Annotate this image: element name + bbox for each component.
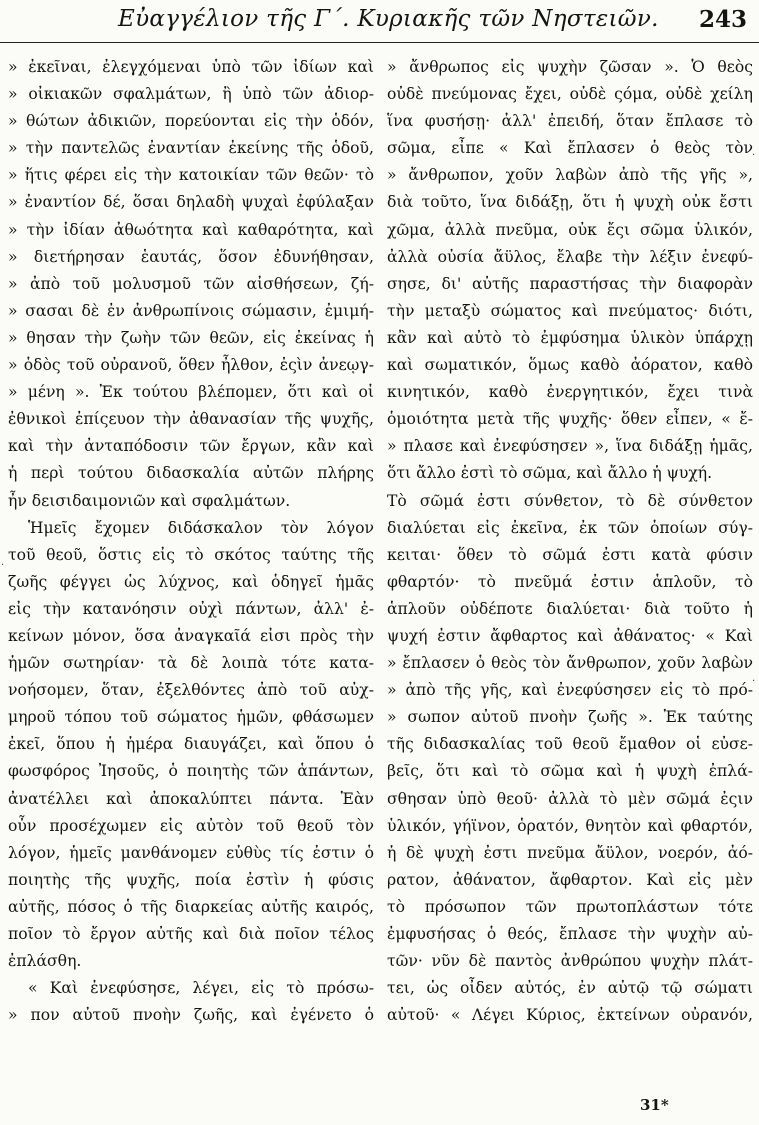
text-line: » ὁδὸς τοῦ οὐρανοῦ, ὅθεν ἦλθον, ἐςὶν ἀνεῳγ- [8, 356, 374, 375]
text-line: καὶ σωματικόν, ὅμως καθὸ ἀόρατον, καθὸ [387, 356, 753, 375]
text-line: φθαρτόν· τὸ πνεῦμά ἐστιν ἁπλοῦν, τὸ [387, 572, 753, 591]
text-line: ἐθνικοὶ ἐπίςευον τὴν ἀθανασίαν τῆς ψυχῆς, [8, 410, 374, 429]
text-line: χῶμα, ἀλλὰ πνεῦμα, οὐκ ἔςι σῶμα ὑλικόν, [387, 220, 753, 239]
text-line: ποῖον τὸ ἔργον αὐτῆς καὶ διὰ ποῖον τέλος [8, 925, 374, 943]
text-line: » διετήρησαν ἑαυτάς, ὅσον ἐδυνήθησαν, [8, 247, 374, 266]
text-line: ζωῆς φέγγει ὡς λύχνος, καὶ ὁδηγεῖ ἡμᾶς [8, 572, 374, 591]
text-line: ἐμφυσήσας ὁ θεός, ἔπλασε τὴν ψυχὴν αὐ- [387, 925, 753, 943]
text-line: » ἐκεῖναι, ἐλεγχόμεναι ὑπὸ τῶν ἰδίων καὶ [8, 58, 374, 76]
text-line: σησε, δι' αὐτῆς παραστήσας τὴν διαφορὰν [387, 274, 753, 293]
text-line: « Καὶ ἐνεφύσησε, λέγει, εἰς τὸ πρόσω- [28, 979, 374, 998]
text-line: ὅτι ἄλλο ἐστὶ τὸ σῶμα, καὶ ἄλλο ἡ ψυχή. [387, 464, 713, 483]
text-line: Ἡμεῖς ἔχομεν διδάσκαλον τὸν λόγον [28, 518, 374, 537]
text-line: » ἔπλασεν ὁ θεὸς τὸν ἄνθρωπον, χοῦν λαβὼν [387, 654, 753, 673]
text-line: κείνων μόνον, ὅσα ἀναγκαῖά εἰσι πρὸς τὴν [8, 626, 374, 645]
printer-signature: 31* [640, 1096, 669, 1114]
text-line: καὶ τὴν ἀνταπόδοσιν τῶν ἔργων, κἂν καὶ [8, 437, 374, 456]
text-line: ἵνα φυσήσῃ· ἀλλ' ἐπειδή, ὅταν ἔπλασε τὸ [387, 112, 753, 131]
text-line: ἦν δεισιδαιμονιῶν καὶ σφαλμάτων. [8, 491, 291, 510]
text-line: » πλασε καὶ ἐνεφύσησεν », ἵνα διδάξῃ ἡμᾶς, [387, 437, 753, 456]
text-line: » τὴν παντελῶς ἐναντίαν ἐκείνης τῆς ὁδοῦ, [8, 139, 374, 158]
text-line: σῶμα, εἶπε « Καὶ ἔπλασεν ὁ θεὸς τὸν [387, 139, 753, 158]
text-line: ἡμῶν σωτηρίαν· τὰ δὲ λοιπὰ τότε κατα- [8, 654, 374, 673]
text-line: τοῦ θεοῦ, ὅστις εἰς τὸ σκότος ταύτης τῆς [8, 545, 374, 564]
text-line: αὐτῆς, πόσος ὁ τῆς διαρκείας αὐτῆς καιρός, [8, 897, 374, 916]
text-line: ρατον, ἀθάνατον, ἄφθαρτον. Καὶ εἰς μὲν [387, 870, 753, 889]
text-line: » σασαι δὲ ἐν ἀνθρωπίνοις σώμασιν, ἐμιμή- [8, 301, 374, 320]
text-line: » θησαν τὴν ζωὴν τῶν θεῶν, εἰς ἐκείνας ἡ [8, 328, 374, 347]
text-line: οὐδὲ πνεύμονας ἔχει, οὐδὲ ςόμα, οὐδὲ χείλη [387, 85, 753, 104]
text-line: » ἄνθρωπος εἰς ψυχὴν ζῶσαν ». Ὁ θεὸς [387, 58, 753, 76]
text-line: λόγον, ἡμεῖς μανθάνομεν εὐθὺς τίς ἐστιν ὁ [8, 843, 374, 862]
text-line: » ἥτις φέρει εἰς τὴν κατοικίαν τῶν θεῶν· τὸ [8, 166, 374, 185]
margin-dot: · [1, 560, 5, 571]
text-line: αὐτοῦ· « Λέγει Κύριος, ἐκτείνων οὐρανόν, [387, 1006, 753, 1025]
text-line: κινητικόν, καθὸ ἐνεργητικόν, ἔχει τινὰ [387, 383, 753, 402]
running-head: Εὐαγγέλιον τῆς Γ΄. Κυριακῆς τῶν Νηστειῶν. [118, 6, 659, 32]
margin-dot: · [752, 676, 756, 687]
text-line: ἐπλάσθη. [8, 952, 82, 971]
text-line: » μένη ». Ἐκ τούτου βλέπομεν, ὅτι καὶ οἱ [8, 383, 374, 402]
text-line: κειται· ὅθεν τὸ σῶμά ἐστι κατὰ φύσιν [387, 545, 753, 564]
text-line: τῶν· νῦν δὲ παντὸς ἀνθρώπου ψυχὴν πλάτ- [387, 952, 753, 971]
left-column [8, 54, 374, 1029]
right-column [387, 54, 756, 1029]
text-line: ποιητὴς τῆς ψυχῆς, ποία ἐστὶν ἡ φύσις [8, 870, 374, 889]
text-line: ἁπλοῦν οὐδέποτε διαλύεται· διὰ τοῦτο ἡ [387, 599, 753, 618]
text-line: ὁμοιότητα μετὰ τῆς ψυχῆς· ὅθεν εἶπεν, « ἔ- [387, 410, 753, 429]
margin-dot: · [752, 150, 756, 161]
text-line: ψυχή ἐστιν ἄφθαρτος καὶ ἀθάνατος· « Καὶ [387, 626, 753, 645]
text-line: » ἐναντίον δέ, ὅσαι δηλαδὴ ψυχαὶ ἐφύλαξαν [8, 193, 374, 212]
text-line: » ἄνθρωπον, χοῦν λαβὼν ἀπὸ τῆς γῆς », [387, 166, 753, 185]
text-line: μηροῦ τόπου τοῦ σώματος ἡμῶν, φθάσωμεν [8, 708, 374, 727]
text-line: ἡ περὶ τούτου διδασκαλία αὐτῶν πλήρης [8, 464, 374, 483]
page-number: 243 [698, 6, 747, 33]
text-line: Τὸ σῶμά ἐστι σύνθετον, τὸ δὲ σύνθετον [387, 491, 753, 510]
text-line: ἀνατέλλει καὶ ἀποκαλύπτει πάντα. Ἐὰν [8, 789, 374, 808]
text-line: νοήσομεν, ὅταν, ἐξελθόντες ἀπὸ τοῦ αὐχ- [8, 681, 374, 700]
text-line: » τὴν ἰδίαν ἀθωότητα καὶ καθαρότητα, καὶ [8, 220, 374, 239]
text-line: » πον αὐτοῦ πνοὴν ζωῆς, καὶ ἐγένετο ὁ [8, 1006, 374, 1025]
text-line: οὖν προσέχωμεν εἰς αὐτὸν τοῦ θεοῦ τὸν [8, 816, 374, 835]
text-line: » ἀπὸ τῆς γῆς, καὶ ἐνεφύσησεν εἰς τὸ πρό- [387, 681, 753, 700]
text-line: τὴν μεταξὺ σώματος καὶ πνεύματος· διότι, [387, 301, 753, 320]
text-line: βεῖς, ὅτι καὶ τὸ σῶμα καὶ ἡ ψυχὴ ἐπλά- [387, 762, 753, 781]
text-line: εἰς τὴν κατανόησιν οὐχὶ πάντων, ἀλλ' ἐ- [8, 599, 374, 618]
text-line: ὑλικόν, γήϊνον, ὁρατόν, θνητὸν καὶ φθαρτόν, [387, 816, 753, 835]
text-line: ἡ δὲ ψυχὴ ἐστι πνεῦμα ἄϋλον, νοερόν, ἀό- [387, 843, 753, 862]
text-line: ἐκεῖ, ὅπου ἡ ἡμέρα διαυγάζει, καὶ ὅπου ὁ [8, 735, 374, 754]
text-line: » θώτων ἀδικιῶν, πορεύονται εἰς τὴν ὁδόν, [8, 112, 374, 131]
text-line: τῆς διδασκαλίας τοῦ θεοῦ ἔμαθον οἱ εὐσε- [387, 735, 753, 754]
text-line: φωσφόρος Ἰησοῦς, ὁ ποιητὴς τῶν ἁπάντων, [8, 762, 374, 781]
text-line: » οἰκιακῶν σφαλμάτων, ἢ ὑπὸ τῶν ἀδιορ- [8, 85, 374, 104]
text-line: διαλύεται εἰς ἐκεῖνα, ἐκ τῶν ὁποίων σύγ- [387, 518, 753, 537]
text-line: » σωπον αὐτοῦ πνοὴν ζωῆς ». Ἐκ ταύτης [387, 708, 753, 727]
text-line: κἂν καὶ αὐτὸ τὸ ἐμφύσημα ὑλικὸν ὑπάρχῃ [387, 328, 753, 347]
text-line: διὰ τοῦτο, ἵνα διδάξῃ, ὅτι ἡ ψυχὴ οὐκ ἔστι [387, 193, 753, 212]
page-header [0, 2, 759, 43]
text-line: » ἀπὸ τοῦ μολυσμοῦ τῶν αἰσθήσεων, ζή- [8, 274, 374, 293]
text-line: τὸ πρόσωπον τῶν πρωτοπλάστων τότε [387, 897, 753, 916]
text-line: σθησαν ὑπὸ θεοῦ· ἀλλὰ τὸ μὲν σῶμά ἐςιν [387, 789, 753, 808]
text-line: τει, ὡς οἶδεν αὐτός, ἐν αὐτῷ τῷ σώματι [387, 979, 753, 998]
text-line: ἀλλὰ οὐσία ἄϋλος, ἔλαβε τὴν λέξιν ἐνεφύ- [387, 247, 753, 266]
